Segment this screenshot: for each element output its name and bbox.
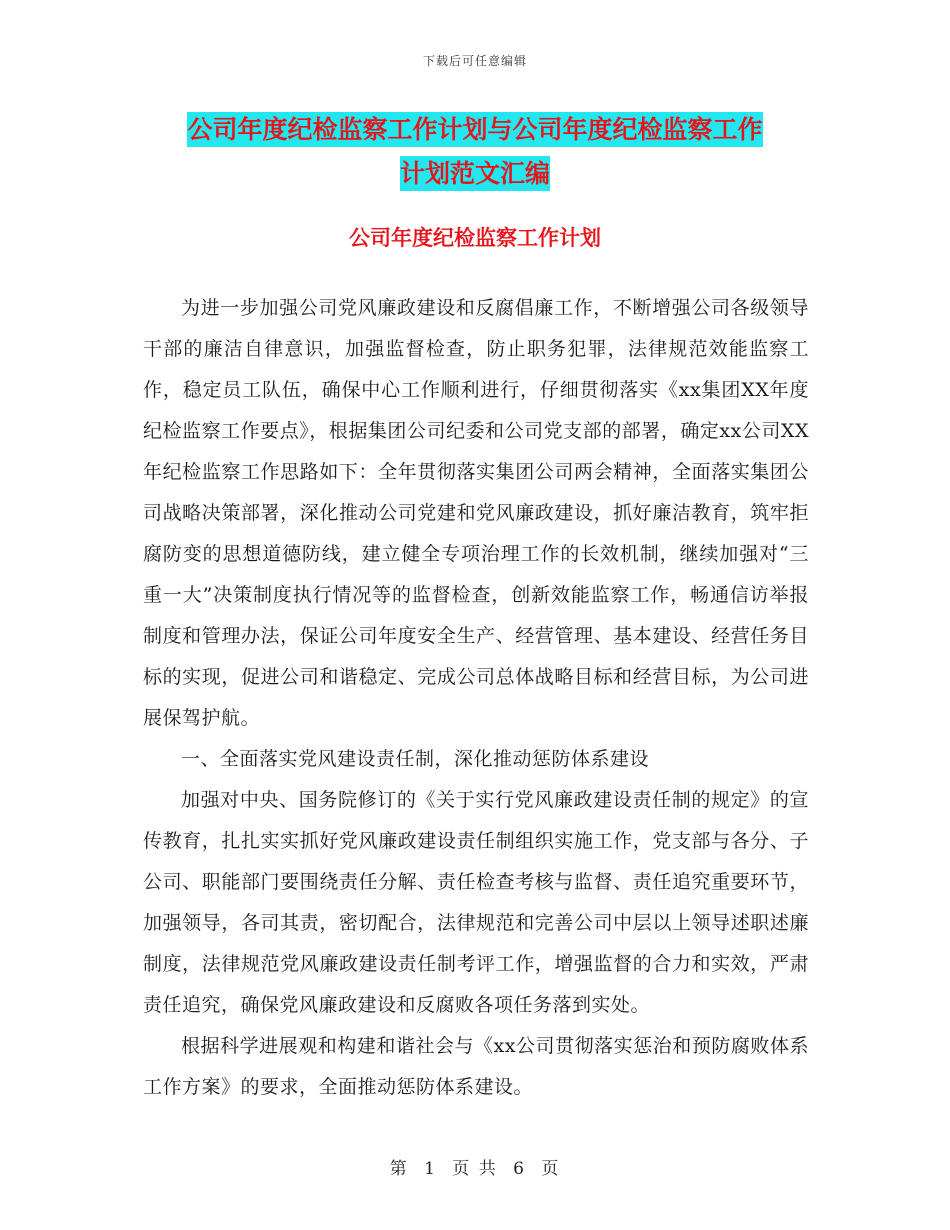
total-page-count: 6 — [513, 1159, 526, 1179]
footer-prefix: 第 — [389, 1159, 409, 1179]
header-note: 下载后可任意编辑 — [422, 54, 527, 68]
section-title: 公司年度纪检监察工作计划 — [349, 226, 601, 250]
document-title — [140, 108, 810, 196]
paragraph-system: 根据科学进展观和构建和谐社会与《xx公司贯彻落实惩治和预防腐败体系工作方案》的要求，全面推动惩防体系建设。 — [143, 1035, 809, 1098]
footer-mid: 页 共 — [452, 1159, 498, 1179]
title-line-2: 计划范文汇编 — [400, 156, 550, 191]
current-page-number: 1 — [424, 1159, 437, 1179]
document-body — [143, 288, 809, 1108]
page-footer — [0, 1154, 950, 1179]
footer-suffix: 页 — [541, 1159, 561, 1179]
title-line-1: 公司年度纪检监察工作计划与公司年度纪检监察工作 — [187, 112, 762, 147]
paragraph-heading-1: 一、全面落实党风建设责任制，深化推动惩防体系建设 — [181, 748, 650, 770]
paragraph-responsibility: 加强对中央、国务院修订的《关于实行党风廉政建设责任制的规定》的宣传教育，扎扎实实抓好党风廉政建设责任制组织实施工作，党支部与各分、子公司、职能部门要围绕责任分解、责任检查考核与监督、责任追究重要环节，加强领导，各司其责，密切配合，法律规范和完善公司中层以上领导述职述廉制度，法律规范党风廉政建设责任制考评工作，增强监督的合力和实效，严肃责任追究，确保党风廉政建设和反腐败各项任务落到实处。 — [143, 789, 809, 1016]
paragraph-intro: 为进一步加强公司党风廉政建设和反腐倡廉工作，不断增强公司各级领导干部的廉洁自律意识，加强监督检查，防止职务犯罪，法律规范效能监察工作，稳定员工队伍，确保中心工作顺利进行，仔细贯彻落实《xx集团XX年度纪检监察工作要点》，根据集团公司纪委和公司党支部的部署，确定xx公司XX年纪检监察工作思路如下：全年贯彻落实集团公司两会精神，全面落实集团公司战略决策部署，深化推动公司党建和党风廉政建设，抓好廉洁教育，筑牢拒腐防变的思想道德防线，建立健全专项治理工作的长效机制，继续加强对“三重一大”决策制度执行情况等的监督检查，创新效能监察工作，畅通信访举报制度和管理办法，保证公司年度安全生产、经营管理、基本建设、经营任务目标的实现，促进公司和谐稳定、完成公司总体战略目标和经营目标，为公司进展保驾护航。 — [143, 297, 809, 729]
